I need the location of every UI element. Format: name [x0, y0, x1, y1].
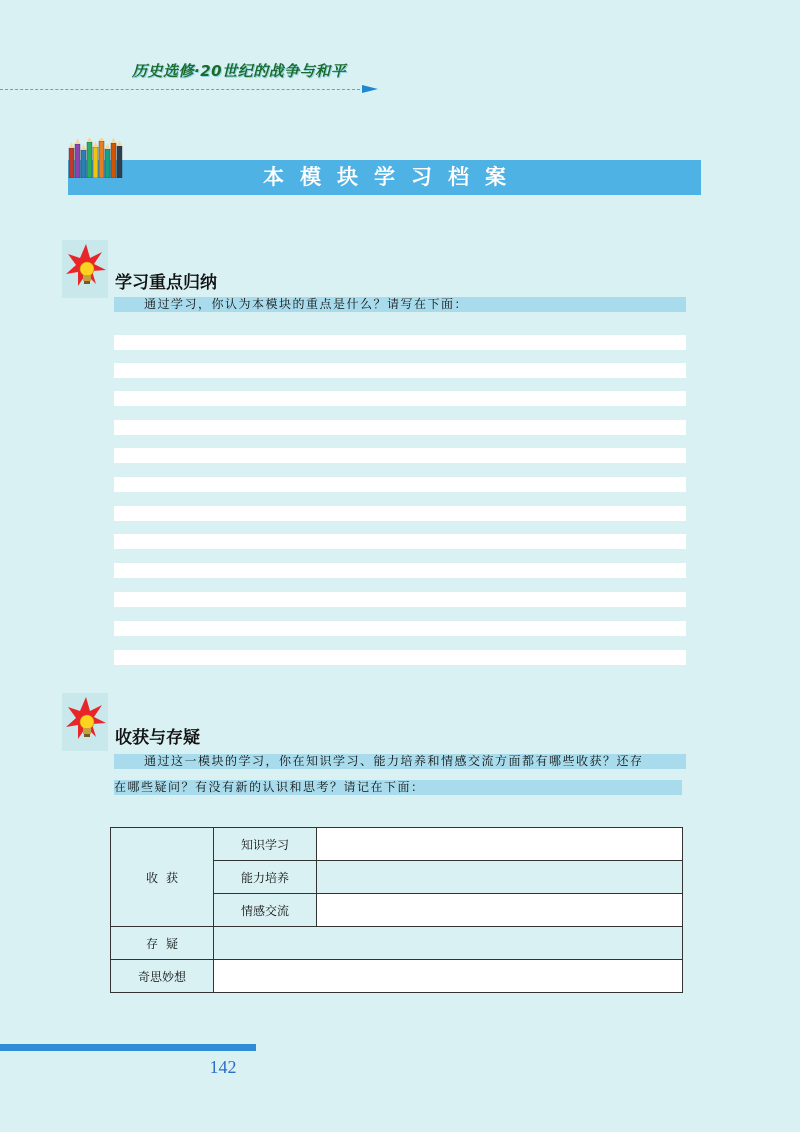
page-number: 142	[209, 1057, 237, 1077]
ability-input[interactable]	[317, 861, 683, 894]
doubts-input[interactable]	[214, 927, 683, 960]
book-title: 历史选修·20世纪的战争与和平	[132, 62, 347, 80]
module-banner-title: 本模块学习档案	[263, 165, 522, 189]
emotion-label: 情感交流	[214, 894, 317, 927]
lightbulb-burst-icon	[62, 240, 108, 298]
writing-line[interactable]	[114, 448, 686, 463]
lightbulb-burst-icon	[62, 693, 108, 751]
header-dashed-rule	[0, 89, 365, 90]
emotion-input[interactable]	[317, 894, 683, 927]
gains-prompt-line1: 通过这一模块的学习，你在知识学习、能力培养和情感交流方面都有哪些收获？还存	[114, 754, 686, 769]
knowledge-input[interactable]	[317, 828, 683, 861]
writing-line[interactable]	[114, 477, 686, 492]
doubts-label: 存疑	[111, 927, 214, 960]
ideas-label: 奇思妙想	[111, 960, 214, 993]
ideas-input[interactable]	[214, 960, 683, 993]
key-points-prompt: 通过学习，你认为本模块的重点是什么？请写在下面：	[114, 297, 686, 312]
arrow-icon	[362, 85, 378, 93]
writing-line[interactable]	[114, 621, 686, 636]
ability-label: 能力培养	[214, 861, 317, 894]
writing-line[interactable]	[114, 534, 686, 549]
writing-line[interactable]	[114, 506, 686, 521]
writing-line[interactable]	[114, 391, 686, 406]
writing-line[interactable]	[114, 363, 686, 378]
writing-line[interactable]	[114, 592, 686, 607]
gains-label: 收获	[111, 828, 214, 927]
gains-prompt-line2: 在哪些疑问？有没有新的认识和思考？请记在下面：	[114, 780, 682, 795]
section-title-gains: 收获与存疑	[115, 728, 200, 748]
knowledge-label: 知识学习	[214, 828, 317, 861]
writing-line[interactable]	[114, 335, 686, 350]
gains-table	[110, 827, 683, 993]
writing-line[interactable]	[114, 420, 686, 435]
section-title-key-points: 学习重点归纳	[115, 273, 217, 293]
writing-line[interactable]	[114, 563, 686, 578]
writing-line[interactable]	[114, 650, 686, 665]
footer-bar	[0, 1044, 256, 1051]
